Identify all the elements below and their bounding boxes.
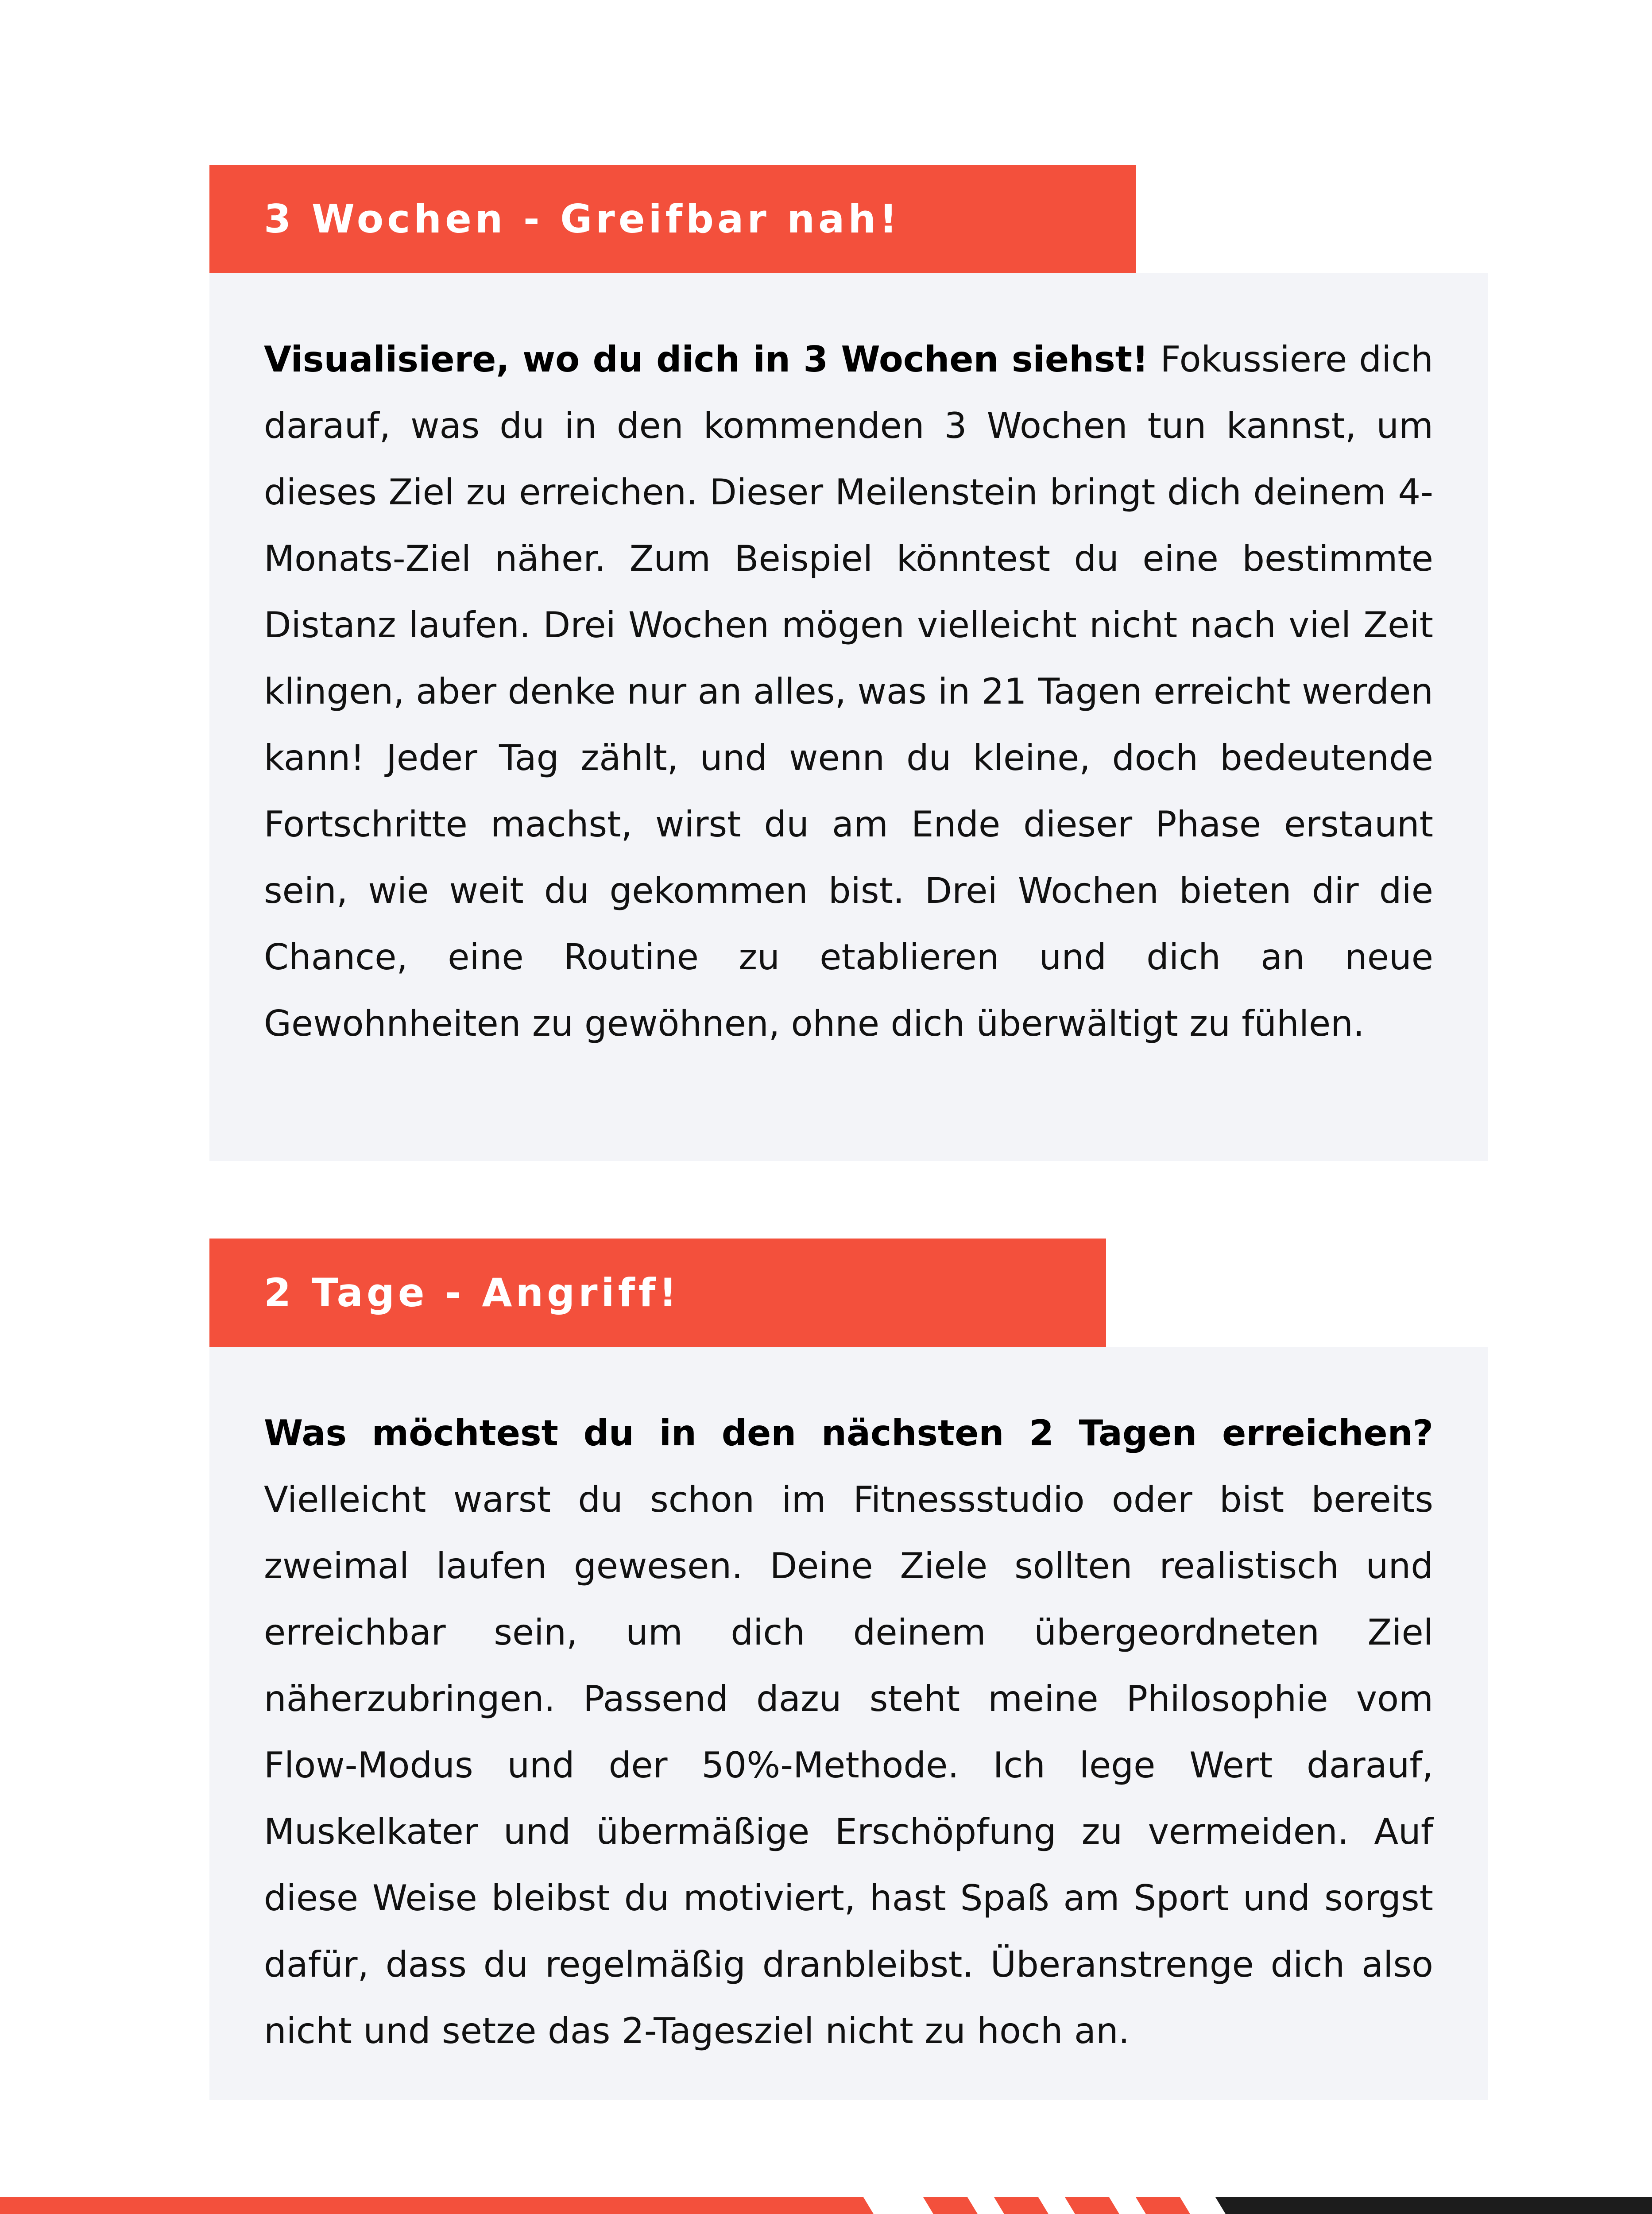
section-box-2-tage xyxy=(209,1347,1488,2100)
section-paragraph xyxy=(264,1400,1433,2064)
section-paragraph xyxy=(264,326,1433,1057)
section-lead: Visualisiere, wo du dich in 3 Wochen siehst! xyxy=(264,339,1149,380)
section-body: Fokussiere dich darauf, was du in den kommenden 3 Wochen tun kannst, um dieses Ziel zu erreichen. Dieser Meilenstein bringt dich deinem 4-Monats-Ziel näher. Zum Beispiel könntest du eine bestimmte Distanz laufen. Drei Wochen mögen vielleicht nicht nach viel Zeit klingen, aber denke nur an alles, was in 21 Tagen erreicht werden kann! Jeder Tag zählt, und wenn du kleine, doch bedeutende Fortschritte machst, wirst du am Ende dieser Phase erstaunt sein, wie weit du gekommen bist. Drei Wochen bieten dir die Chance, eine Routine zu etablieren und dich an neue Gewohnheiten zu gewöhnen, ohne dich überwältigt zu fühlen. xyxy=(264,339,1433,1044)
page-footer xyxy=(0,2197,1652,2214)
footer-title xyxy=(179,2197,708,2214)
section-heading-3-wochen xyxy=(209,165,1136,273)
section-heading-2-tage xyxy=(209,1239,1106,1347)
section-heading-text: 2 Tage - Angriff! xyxy=(264,1270,681,1316)
section-lead: Was möchtest du in den nächsten 2 Tagen erreichen? xyxy=(264,1413,1433,1454)
section-body: Vielleicht warst du schon im Fitnessstudio oder bist bereits zweimal laufen gewesen. Deine Ziele sollten realistisch und erreichbar sein, um dich deinem übergeordneten Ziel näherzubringen. Passend dazu steht meine Philosophie vom Flow-Modus und der 50%-Methode. Ich lege Wert darauf, Muskelkater und übermäßige Erschöpfung zu vermeiden. Auf diese Weise bleibst du motiviert, hast Spaß am Sport und sorgst dafür, dass du regelmäßig dranbleibst. Überanstrenge dich also nicht und setze das 2-Tagesziel nicht zu hoch an. xyxy=(264,1479,1433,2051)
section-box-3-wochen xyxy=(209,273,1488,1161)
section-heading-text: 3 Wochen - Greifbar nah! xyxy=(264,196,901,242)
page-number xyxy=(1339,2197,1475,2214)
